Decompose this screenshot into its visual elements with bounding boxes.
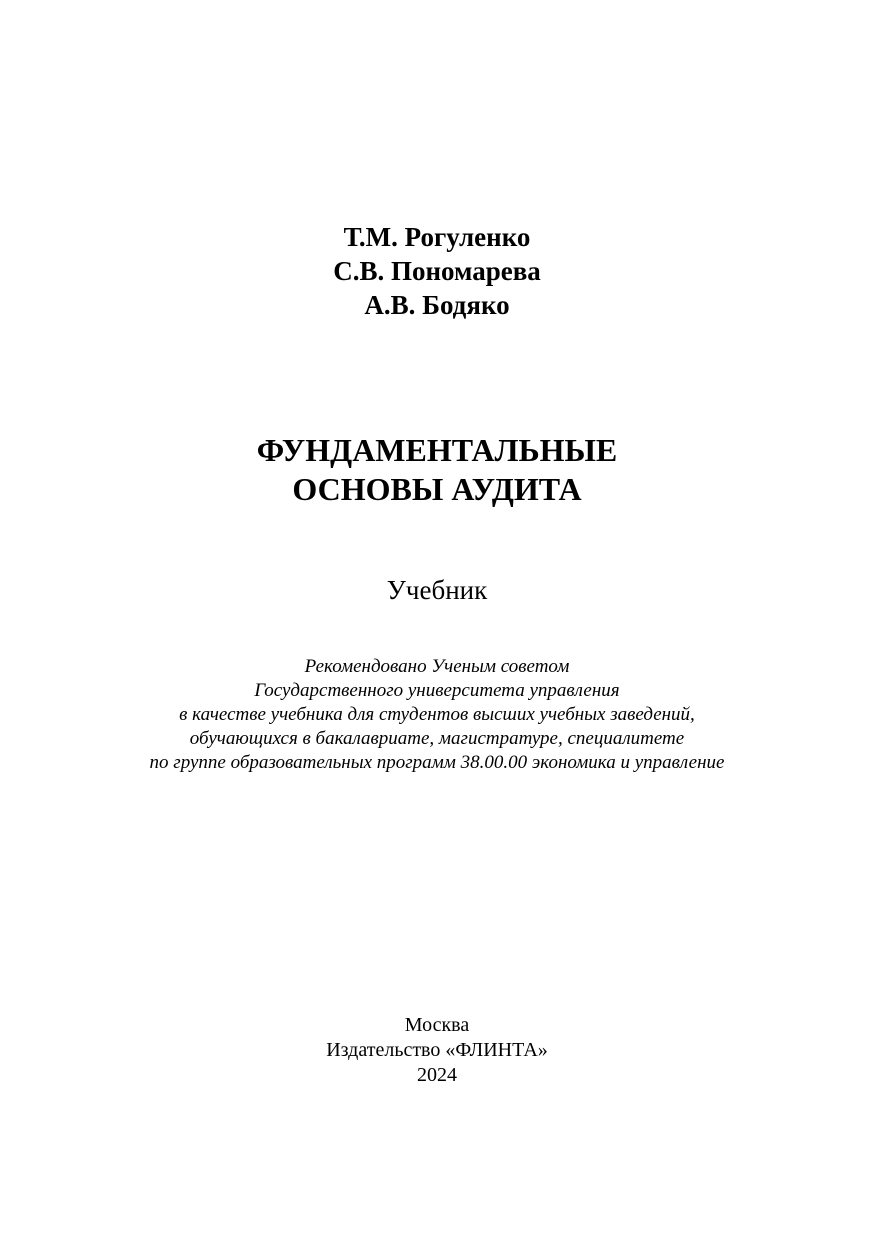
recommendation-note (0, 655, 874, 775)
recommendation-line: обучающихся в бакалавриате, магистратуре, специалитете (189, 728, 685, 749)
recommendation-line: Рекомендовано Ученым советом (304, 656, 570, 677)
imprint-year: 2024 (417, 1064, 457, 1086)
imprint-city: Москва (404, 1014, 470, 1036)
imprint (0, 1013, 874, 1088)
title-line: ФУНДАМЕНТАЛЬНЫЕ (256, 432, 618, 468)
authors-block (0, 220, 874, 322)
book-type: Учебник (386, 575, 488, 605)
author-name: С.В. Пономарева (333, 256, 541, 286)
imprint-publisher: Издательство «ФЛИНТА» (326, 1039, 548, 1061)
recommendation-line: Государственного университета управления (254, 680, 620, 701)
recommendation-line: в качестве учебника для студентов высших учебных заведений, (179, 704, 695, 725)
book-title (0, 431, 874, 509)
author-name: Т.М. Рогуленко (343, 222, 531, 252)
recommendation-line: по группе образовательных программ 38.00.00 экономика и управление (149, 752, 725, 773)
title-line: ОСНОВЫ АУДИТА (292, 471, 582, 507)
author-name: А.В. Бодяко (364, 290, 510, 320)
